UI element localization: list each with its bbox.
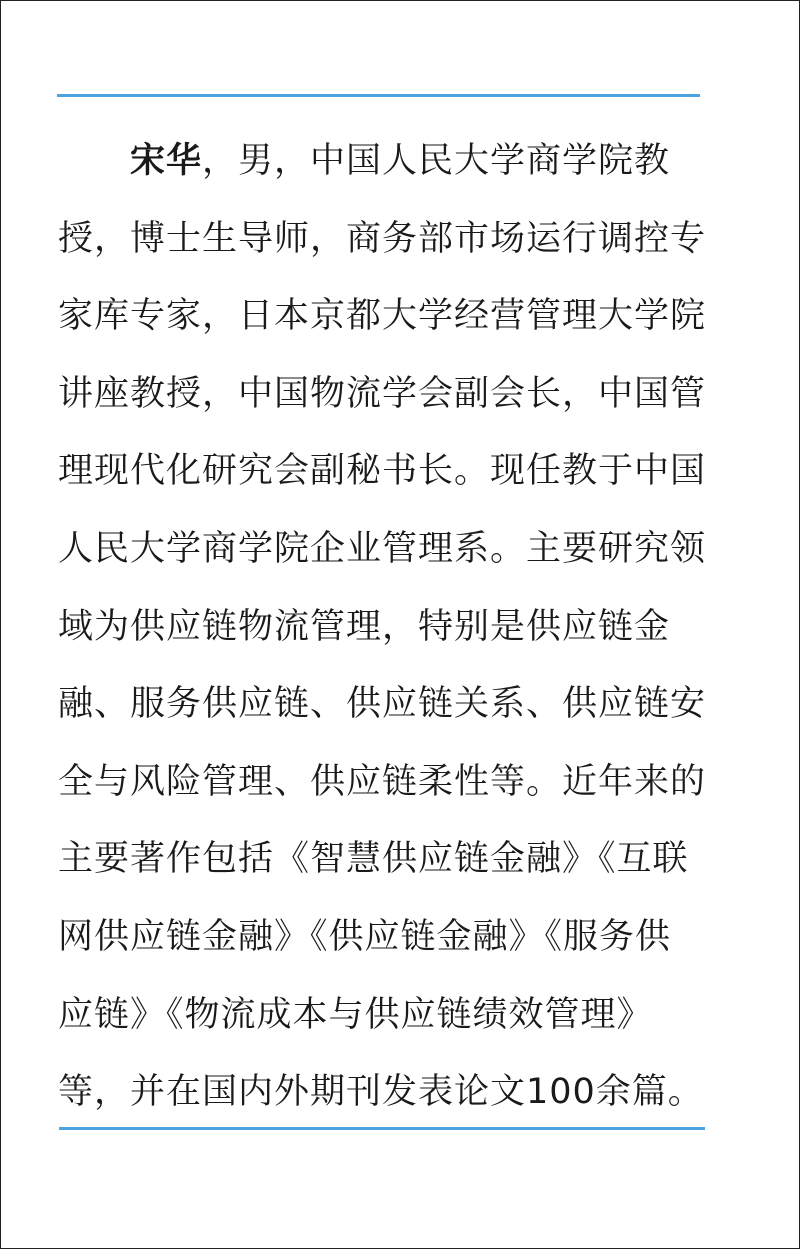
bottom-divider bbox=[59, 1127, 705, 1130]
author-bio bbox=[58, 123, 708, 1132]
bio-line-6: 人民大学商学院企业管理系。主要研究领 bbox=[58, 528, 707, 569]
bio-line-5: 理现代化研究会副秘书长。现任教于中国 bbox=[58, 451, 707, 492]
bio-line-9: 全与风险管理、供应链柔性等。近年来的 bbox=[58, 761, 707, 802]
author-name: 宋华 bbox=[130, 141, 203, 181]
bio-line-11: 网供应链金融》《供应链金融》《服务供 bbox=[58, 916, 672, 957]
bio-line-10: 主要著作包括《智慧供应链金融》《互联 bbox=[58, 839, 689, 880]
bio-line-1-text: ，男，中国人民大学商学院教 bbox=[202, 141, 671, 181]
bio-line-7: 域为供应链物流管理，特别是供应链金 bbox=[58, 606, 671, 647]
bio-line-12: 应链》《物流成本与供应链绩效管理》 bbox=[58, 994, 653, 1035]
bio-line-4: 讲座教授，中国物流学会副会长，中国管 bbox=[58, 373, 707, 414]
top-divider bbox=[57, 94, 700, 97]
bio-line-1 bbox=[58, 123, 708, 201]
bio-line-8: 融、服务供应链、供应链关系、供应链安 bbox=[58, 684, 707, 725]
bio-line-3: 家库专家，日本京都大学经营管理大学院 bbox=[58, 296, 707, 337]
bio-line-13: 等，并在国内外期刊发表论文100余篇。 bbox=[58, 1072, 704, 1113]
bio-line-2: 授，博士生导师，商务部市场运行调控专 bbox=[58, 218, 707, 259]
